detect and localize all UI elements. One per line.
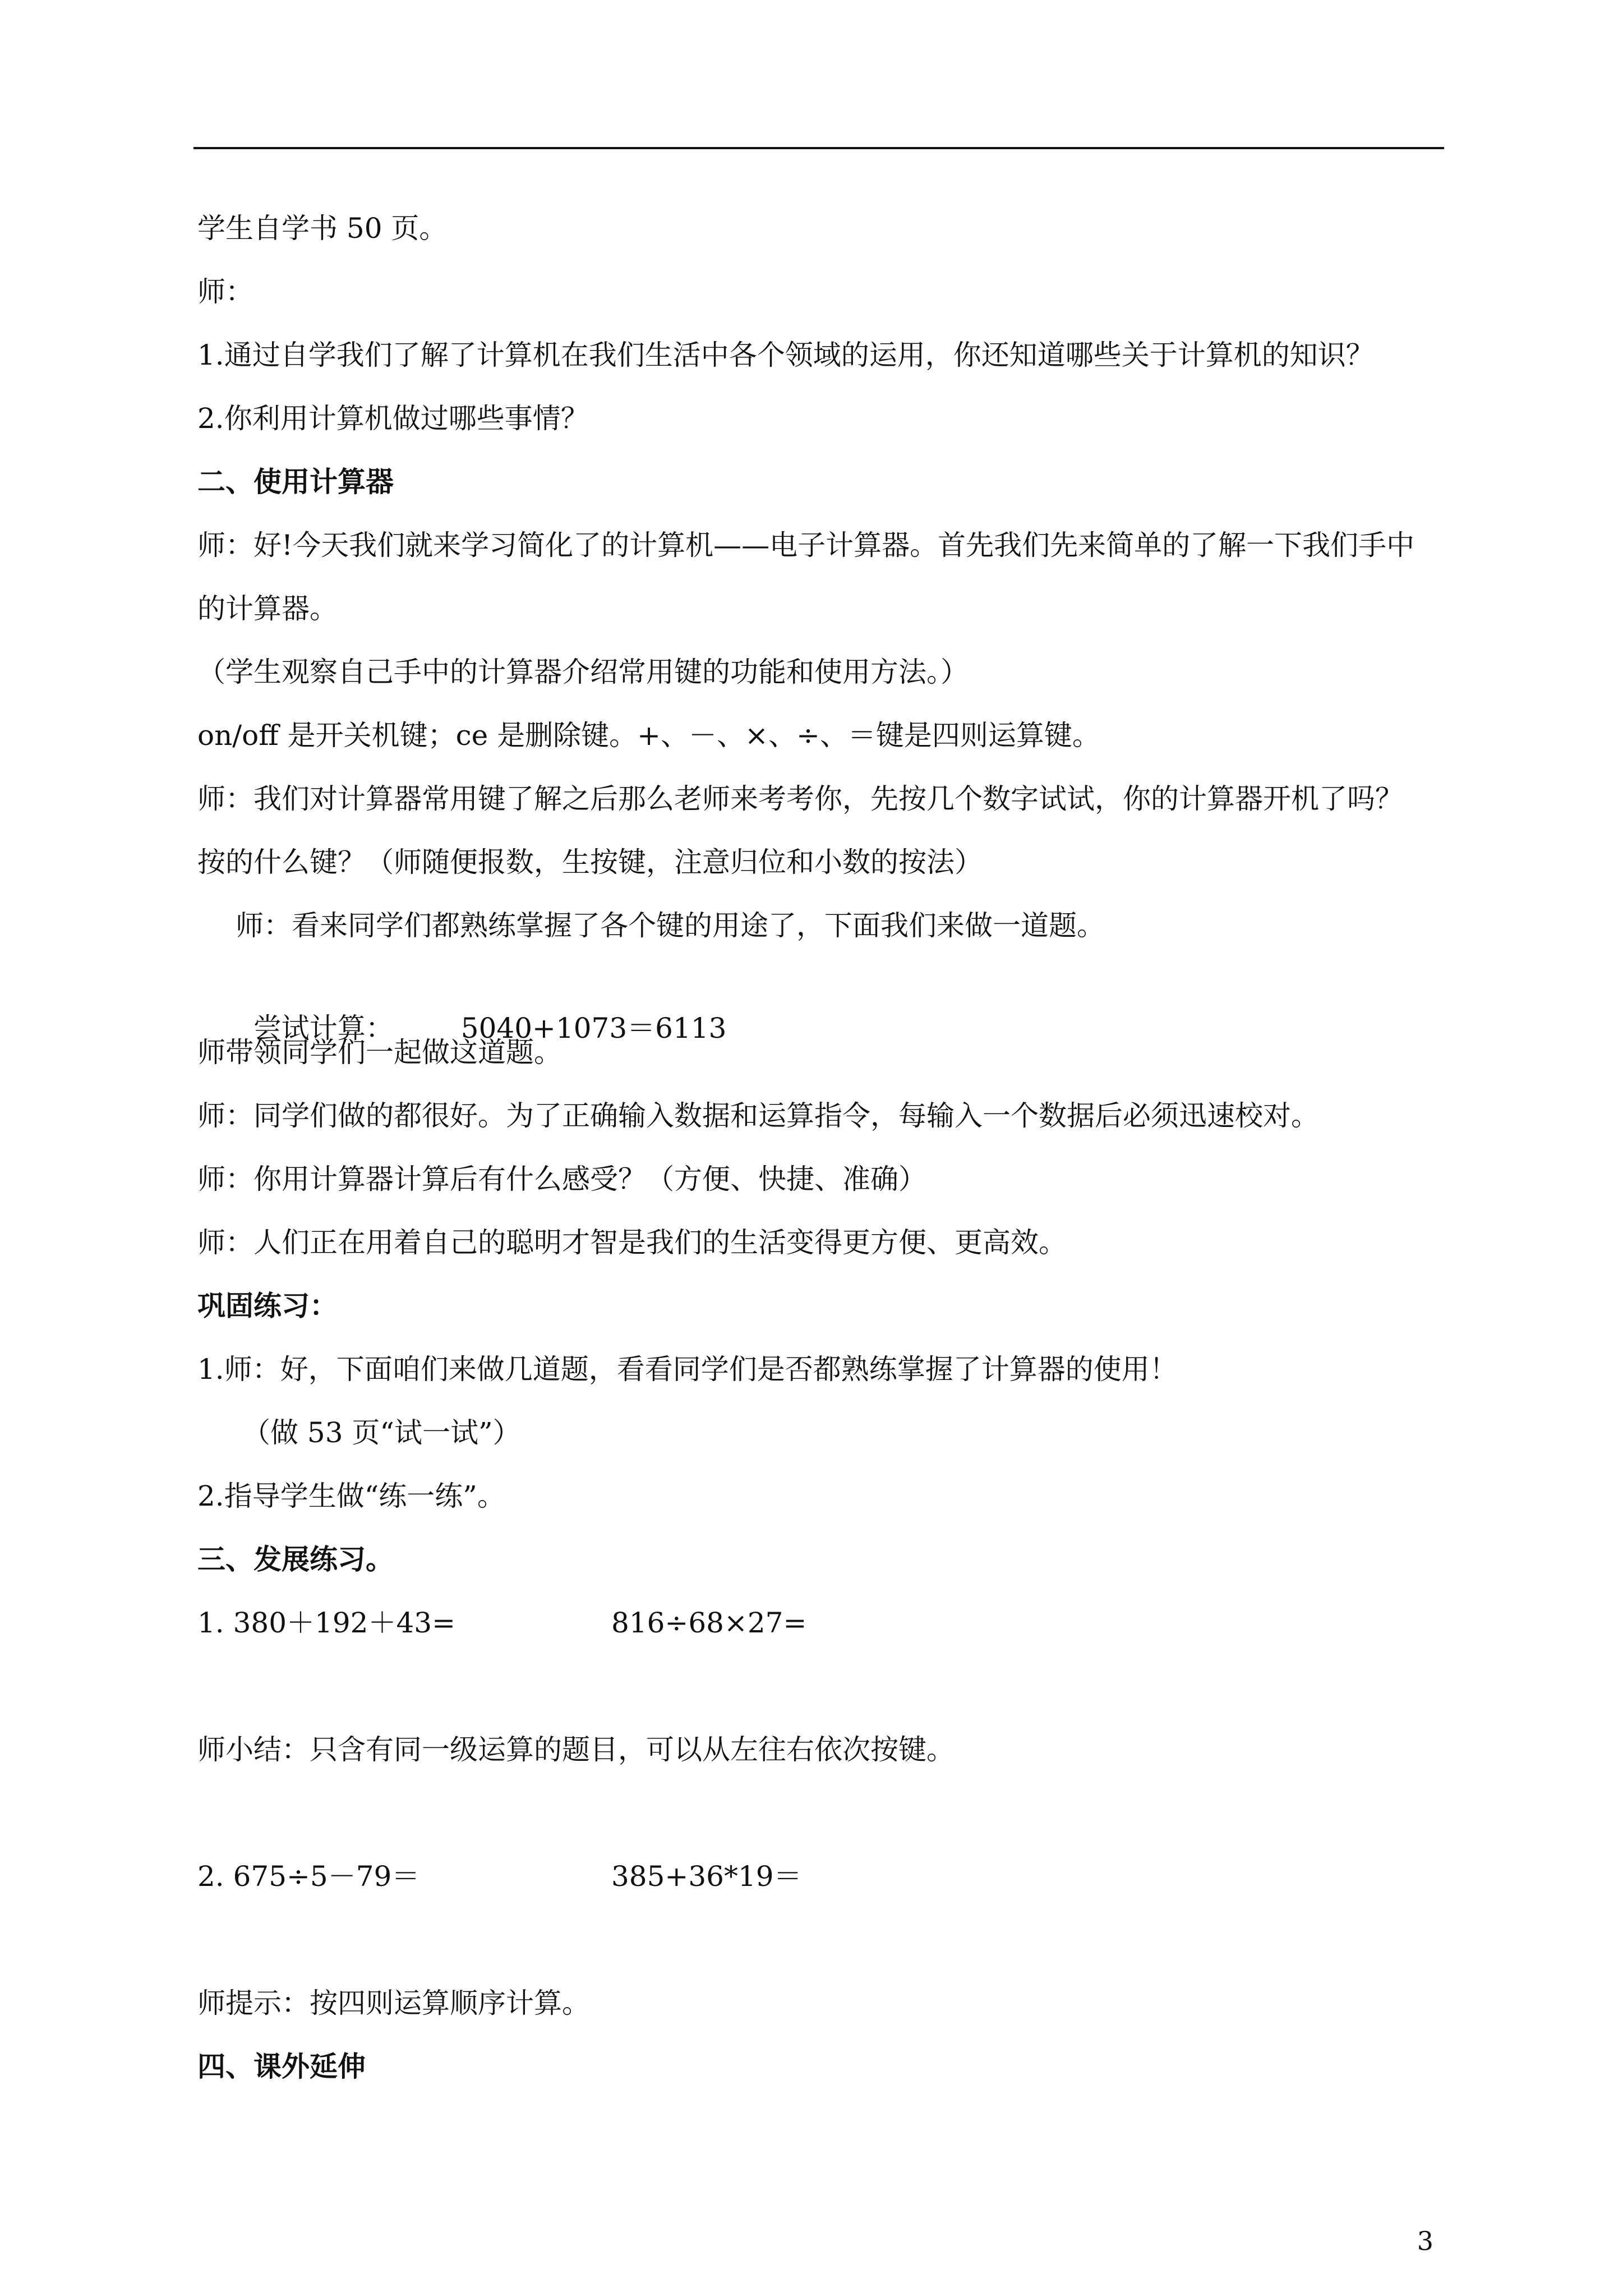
exercise-2-left: 2. 675÷5－79＝	[197, 1860, 420, 1893]
text-line: 师：你用计算器计算后有什么感受？（方便、快捷、准确）	[197, 1163, 926, 1195]
text-line: （学生观察自己手中的计算器介绍常用键的功能和使用方法。）	[197, 656, 969, 688]
text-line: 师提示：按四则运算顺序计算。	[197, 1987, 590, 2019]
text-line: on/off 是开关机键；ce 是删除键。+、－、×、÷、＝键是四则运算键。	[197, 719, 1100, 752]
text-line: 师：人们正在用着自己的聪明才智是我们的生活变得更方便、更高效。	[197, 1226, 1067, 1259]
text-line: 师带领同学们一起做这道题。	[197, 1036, 562, 1069]
text-line: 师：	[197, 275, 253, 308]
section-heading: 四、课外延伸	[197, 2050, 366, 2083]
exercise-2-right: 385+36*19＝	[611, 1860, 802, 1893]
exercise-1-left: 1. 380＋192＋43=	[197, 1607, 455, 1639]
try-calc-expression: 5040+1073＝6113	[460, 1012, 727, 1045]
exercise-1-right: 816÷68×27=	[611, 1607, 807, 1639]
section-heading: 三、发展练习。	[197, 1543, 394, 1576]
text-line: 的计算器。	[197, 592, 338, 625]
text-line: 学生自学书 50 页。	[197, 212, 448, 245]
text-line: 1.通过自学我们了解了计算机在我们生活中各个领域的运用，你还知道哪些关于计算机的知识？	[197, 339, 1374, 371]
try-calc-label: 尝试计算：	[253, 1012, 394, 1045]
text-line: 师：好!今天我们就来学习简化了的计算机——电子计算器。首先我们先来简单的了解一下我们手中	[197, 529, 1415, 562]
text-line: 按的什么键？（师随便报数，生按键，注意归位和小数的按法）	[197, 846, 983, 878]
text-line: 师：看来同学们都熟练掌握了各个键的用途了，下面我们来做一道题。	[236, 909, 1105, 942]
text-line: 师：同学们做的都很好。为了正确输入数据和运算指令，每输入一个数据后必须迅速校对。	[197, 1099, 1319, 1132]
text-line: （做 53 页“试一试”）	[242, 1416, 521, 1449]
text-line: 2.你利用计算机做过哪些事情？	[197, 402, 589, 435]
text-line: 师小结：只含有同一级运算的题目，可以从左往右依次按键。	[197, 1733, 955, 1766]
section-heading: 二、使用计算器	[197, 465, 394, 498]
text-line: 师：我们对计算器常用键了解之后那么老师来考考你，先按几个数字试试，你的计算器开机了吗？	[197, 783, 1403, 815]
text-line: 1.师：好，下面咱们来做几道题，看看同学们是否都熟练掌握了计算器的使用！	[197, 1353, 1178, 1386]
text-line: 2.指导学生做“练一练”。	[197, 1480, 505, 1512]
section-heading: 巩固练习：	[197, 1289, 338, 1322]
header-rule	[193, 147, 1444, 149]
page-number: 3	[1417, 2226, 1433, 2256]
